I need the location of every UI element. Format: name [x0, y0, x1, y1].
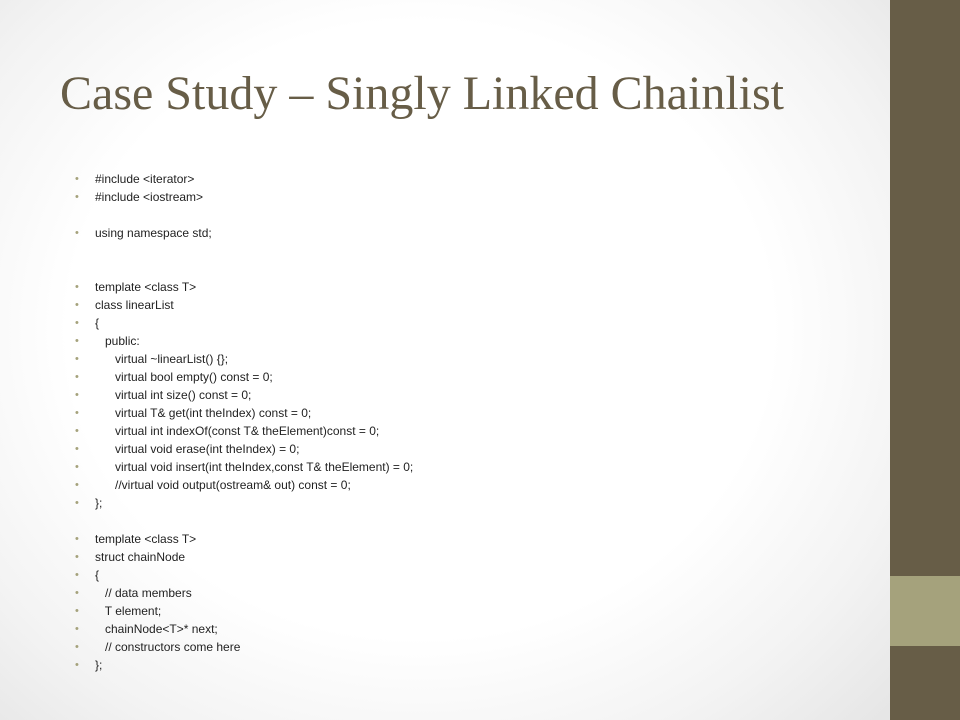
code-text: virtual void insert(int theIndex,const T& theElement) = 0;: [95, 460, 414, 474]
code-line: [75, 440, 875, 458]
bullet-icon: •: [75, 281, 79, 293]
code-line: [75, 602, 875, 620]
code-text: virtual ~linearList() {};: [95, 352, 229, 366]
code-bullet-list: [75, 170, 875, 674]
code-text: virtual bool empty() const = 0;: [95, 370, 273, 384]
code-line: [75, 494, 875, 512]
code-line: [75, 350, 875, 368]
code-text: public:: [95, 334, 140, 348]
code-line: [75, 422, 875, 440]
bullet-icon: •: [75, 371, 79, 383]
code-text: {: [95, 316, 100, 330]
bullet-icon: •: [75, 605, 79, 617]
code-line: [75, 332, 875, 350]
bullet-icon: •: [75, 461, 79, 473]
code-line: [75, 314, 875, 332]
code-text: #include <iostream>: [95, 190, 204, 204]
bullet-icon: •: [75, 623, 79, 635]
bullet-icon: •: [75, 425, 79, 437]
bullet-icon: •: [75, 641, 79, 653]
bullet-icon: •: [75, 659, 79, 671]
bullet-icon: •: [75, 191, 79, 203]
code-line: [75, 386, 875, 404]
bullet-icon: •: [75, 299, 79, 311]
bullet-icon: •: [75, 479, 79, 491]
code-text: //virtual void output(ostream& out) const = 0;: [95, 478, 351, 492]
code-line: [75, 656, 875, 674]
sidebar-decoration-accent: [890, 576, 960, 646]
code-line: [75, 368, 875, 386]
code-text: virtual T& get(int theIndex) const = 0;: [95, 406, 312, 420]
blank-line: [75, 242, 875, 278]
code-line: [75, 296, 875, 314]
code-line: [75, 638, 875, 656]
code-text: template <class T>: [95, 280, 197, 294]
bullet-icon: •: [75, 407, 79, 419]
code-text: #include <iterator>: [95, 172, 195, 186]
code-text: // data members: [95, 586, 192, 600]
code-text: using namespace std;: [95, 226, 212, 240]
slide-title: Case Study – Singly Linked Chainlist: [60, 67, 785, 120]
code-text: T element;: [95, 604, 162, 618]
code-line: [75, 170, 875, 188]
bullet-icon: •: [75, 227, 79, 239]
code-text: };: [95, 658, 103, 672]
code-text: };: [95, 496, 103, 510]
blank-line: [75, 206, 875, 224]
code-text: struct chainNode: [95, 550, 186, 564]
code-line: [75, 224, 875, 242]
code-line: [75, 620, 875, 638]
code-line: [75, 584, 875, 602]
code-line: [75, 188, 875, 206]
code-text: chainNode<T>* next;: [95, 622, 218, 636]
code-text: class linearList: [95, 298, 174, 312]
bullet-icon: •: [75, 317, 79, 329]
code-line: [75, 278, 875, 296]
bullet-icon: •: [75, 569, 79, 581]
code-text: virtual void erase(int theIndex) = 0;: [95, 442, 300, 456]
code-text: template <class T>: [95, 532, 197, 546]
bullet-icon: •: [75, 335, 79, 347]
blank-line: [75, 512, 875, 530]
code-text: virtual int size() const = 0;: [95, 388, 252, 402]
bullet-icon: •: [75, 443, 79, 455]
sidebar-decoration-top: [890, 0, 960, 576]
code-line: [75, 458, 875, 476]
code-line: [75, 566, 875, 584]
code-line: [75, 476, 875, 494]
bullet-icon: •: [75, 173, 79, 185]
code-line: [75, 548, 875, 566]
bullet-icon: •: [75, 497, 79, 509]
code-line: [75, 530, 875, 548]
bullet-icon: •: [75, 389, 79, 401]
code-line: [75, 404, 875, 422]
bullet-icon: •: [75, 533, 79, 545]
sidebar-decoration-bottom: [890, 646, 960, 720]
bullet-icon: •: [75, 551, 79, 563]
code-text: {: [95, 568, 100, 582]
code-text: // constructors come here: [95, 640, 241, 654]
code-text: virtual int indexOf(const T& theElement)const = 0;: [95, 424, 380, 438]
bullet-icon: •: [75, 587, 79, 599]
bullet-icon: •: [75, 353, 79, 365]
